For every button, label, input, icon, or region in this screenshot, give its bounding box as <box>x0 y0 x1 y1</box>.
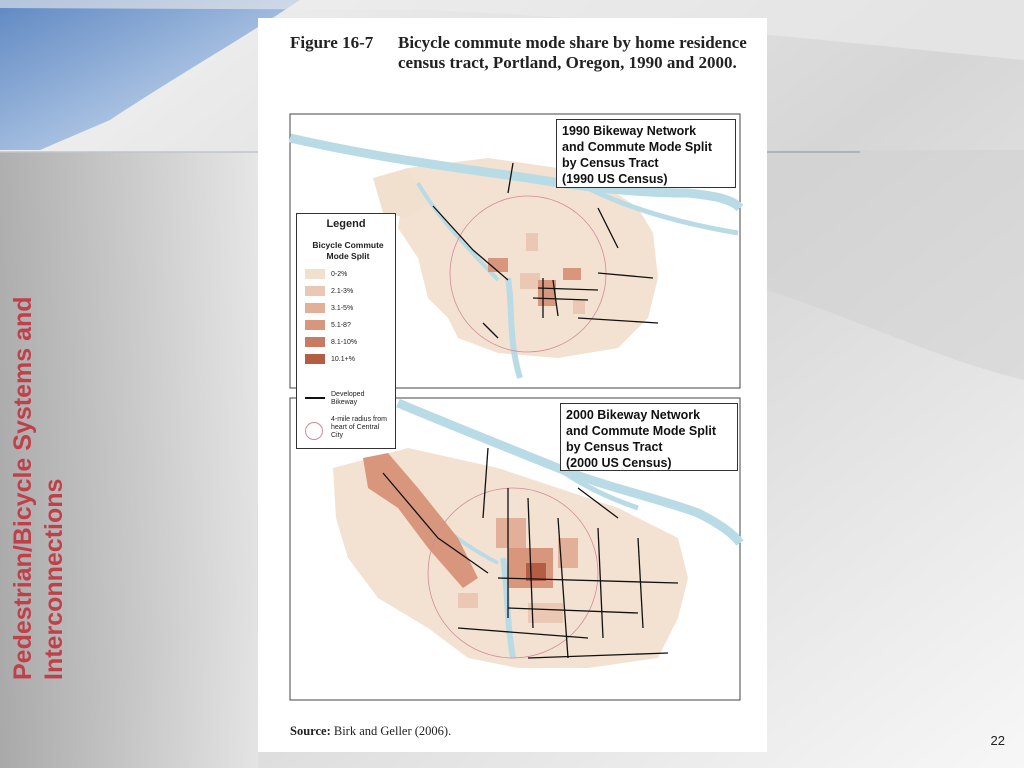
caption-line: and Commute Mode Split <box>562 140 712 154</box>
legend-label: 5.1-8? <box>331 321 351 329</box>
caption-line: by Census Tract <box>562 156 659 170</box>
legend-swatch <box>305 354 325 364</box>
legend-swatch <box>305 269 325 279</box>
legend-label: 10.1+% <box>331 355 355 363</box>
radius-circle-icon <box>305 422 323 440</box>
caption-line: and Commute Mode Split <box>566 424 716 438</box>
caption-line: 1990 Bikeway Network <box>562 124 697 138</box>
legend-class-0 <box>305 268 347 280</box>
source-label: Source: <box>290 724 331 738</box>
slide-title-line: Pedestrian/Bicycle Systems and <box>9 296 37 680</box>
legend-swatch <box>305 286 325 296</box>
slide-title-line: Interconnections <box>40 478 68 680</box>
caption-line: (2000 US Census) <box>566 456 672 470</box>
legend-label: 3.1-5% <box>331 304 354 312</box>
map-legend <box>296 213 396 449</box>
legend-swatch <box>305 303 325 313</box>
legend-bikeway-label: Developed Bikeway <box>331 391 365 406</box>
figure-title: Bicycle commute mode share by home residence census tract, Portland, Oregon, 1990 and 2000. <box>398 33 747 72</box>
legend-class-3 <box>305 319 351 331</box>
caption-line: (1990 US Census) <box>562 172 668 186</box>
slide-title <box>8 160 78 680</box>
legend-subtitle: Bicycle Commute Mode Split <box>312 240 384 261</box>
caption-line: 2000 Bikeway Network <box>566 408 701 422</box>
caption-line: by Census Tract <box>566 440 663 454</box>
legend-label: 2.1-3% <box>331 287 354 295</box>
slide-number: 22 <box>990 733 1005 748</box>
legend-swatch <box>305 337 325 347</box>
bikeway-line-icon <box>305 397 325 399</box>
legend-label: 8.1-10% <box>331 338 358 346</box>
legend-title: Legend <box>326 218 366 230</box>
legend-class-1 <box>305 285 353 297</box>
figure-panel <box>258 18 767 752</box>
legend-class-5 <box>305 353 355 365</box>
figure-label: Figure 16-7 <box>290 33 374 52</box>
legend-class-4 <box>305 336 357 348</box>
legend-radius-label: 4-mile radius from heart of Central City <box>331 416 388 439</box>
figure-source <box>290 724 451 739</box>
source-text: Birk and Geller (2006). <box>333 724 452 738</box>
map-caption-2000 <box>560 403 738 471</box>
legend-swatch <box>305 320 325 330</box>
legend-class-2 <box>305 302 353 314</box>
legend-label: 0-2% <box>331 270 348 278</box>
map-caption-1990 <box>556 119 736 188</box>
